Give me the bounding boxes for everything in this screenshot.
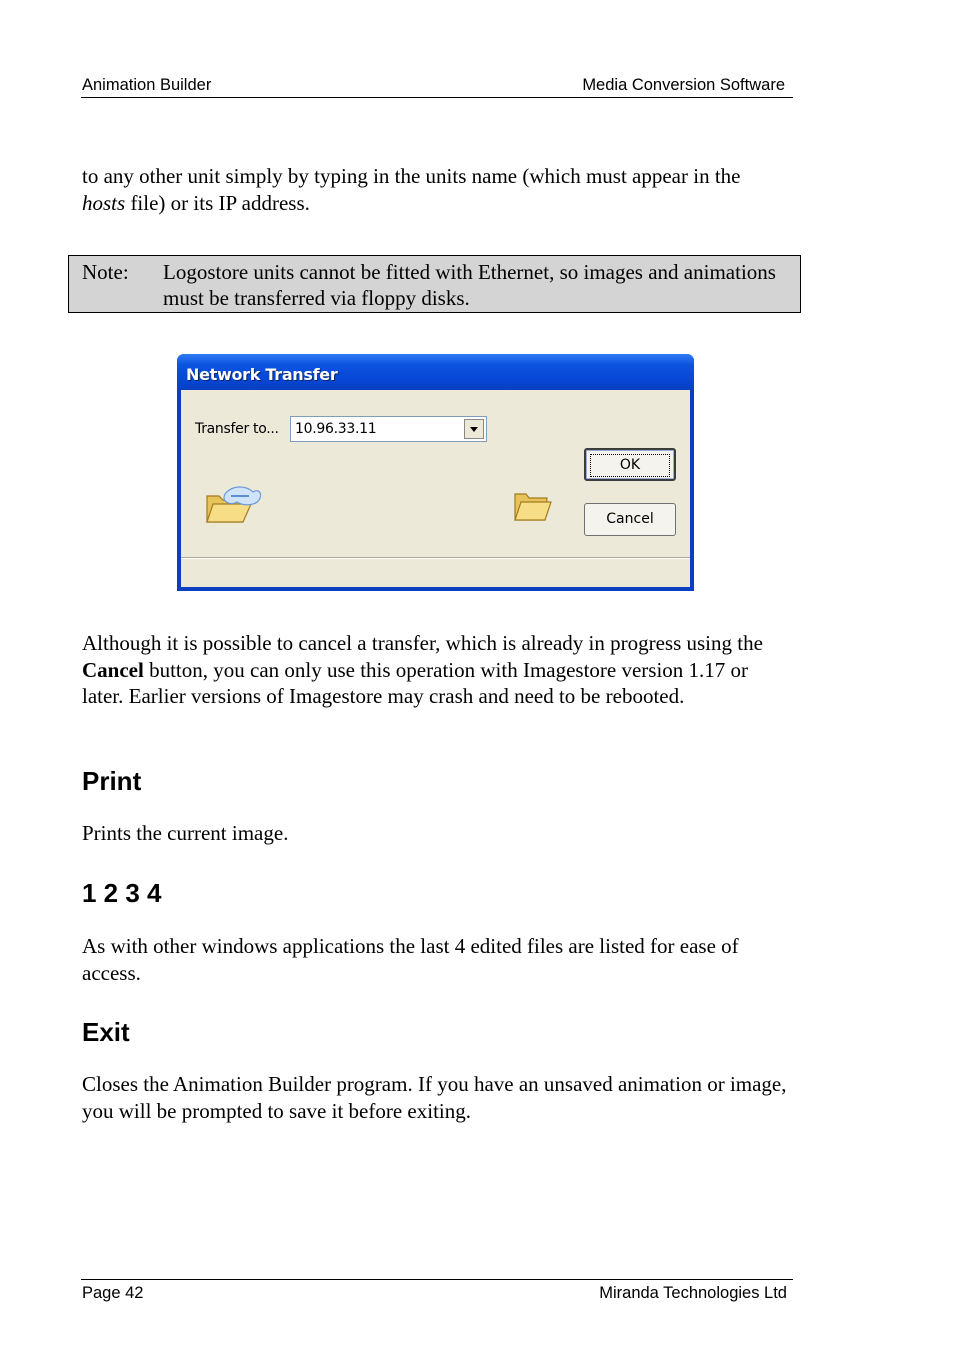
header-right: Media Conversion Software: [582, 76, 785, 94]
cancel-bold: Cancel: [82, 657, 144, 682]
network-folder-icon: [203, 482, 263, 528]
exit-text: Closes the Animation Builder program. If you have an unsaved animation or image, you will be prompted to save it before exiting.: [82, 1072, 787, 1123]
cancel-button[interactable]: Cancel: [584, 503, 676, 536]
page-footer: [81, 1279, 793, 1308]
intro-italic: hosts: [82, 190, 126, 215]
dialog-separator: [181, 557, 690, 559]
dialog-titlebar[interactable]: [177, 354, 694, 390]
recent-files-text: As with other windows applications the last 4 edited files are listed for ease of access.: [82, 934, 739, 985]
footer-left: Page 42: [82, 1284, 144, 1302]
footer-right: Miranda Technologies Ltd: [599, 1284, 787, 1302]
recent-files-heading: 1 2 3 4: [82, 878, 162, 908]
print-text: Prints the current image.: [82, 821, 289, 845]
note-text: Logostore units cannot be fitted with Ethernet, so images and animations must be transferred via floppy disks.: [163, 260, 776, 310]
intro-text-1: to any other unit simply by typing in the units name (which must appear in the: [82, 164, 741, 188]
dialog-title: Network Transfer: [186, 365, 338, 384]
combo-value: 10.96.33.11: [295, 421, 377, 437]
intro-paragraph: [82, 163, 772, 216]
transfer-to-label: Transfer to...: [195, 421, 279, 437]
dialog-client-area: [181, 390, 690, 587]
transfer-to-combo[interactable]: [290, 416, 487, 442]
chevron-down-icon[interactable]: [464, 419, 484, 439]
ok-button[interactable]: [584, 448, 676, 481]
header-left: Animation Builder: [82, 76, 212, 94]
page-header: [81, 76, 793, 98]
folder-icon: [513, 488, 553, 524]
exit-heading: Exit: [82, 1017, 130, 1047]
note-box: [68, 255, 801, 313]
network-transfer-dialog: [177, 354, 694, 591]
print-heading: Print: [82, 766, 142, 796]
note-label: Note:: [82, 260, 129, 284]
cancel-text-1: Although it is possible to cancel a transfer, which is already in progress using the: [82, 631, 763, 655]
cancel-paragraph: [82, 630, 794, 710]
ok-label: OK: [590, 454, 670, 477]
intro-text-2: file) or its IP address.: [125, 190, 310, 215]
cancel-text-2: button, you can only use this operation with Imagestore version 1.17 or later. Earlier versions of Imagestore may crash and need to be rebooted.: [82, 657, 749, 708]
